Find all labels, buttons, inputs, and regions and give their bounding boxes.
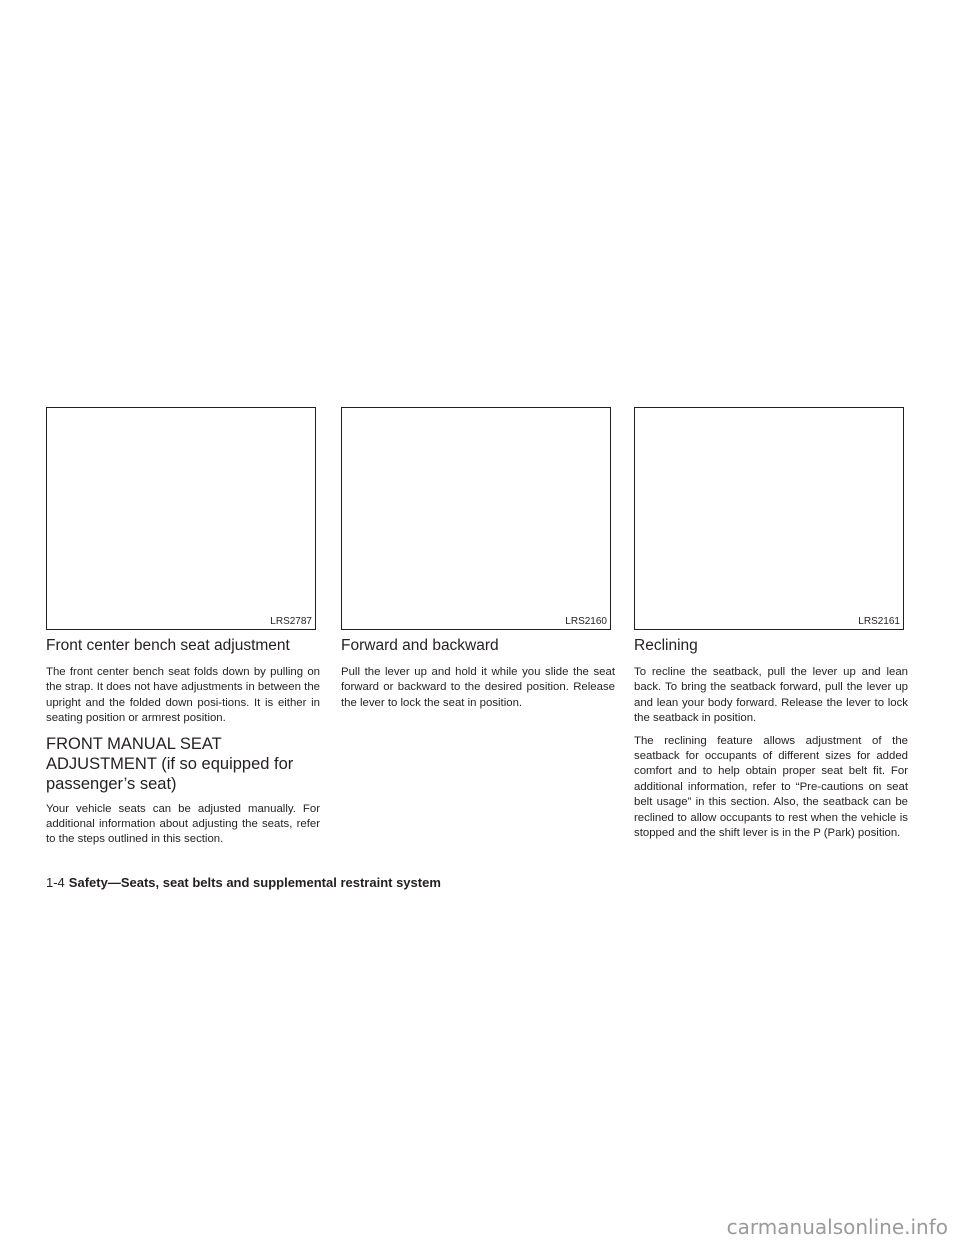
section-heading: Forward and backward — [341, 637, 499, 654]
column-right — [634, 636, 908, 848]
section-heading: Front center bench seat adjustment — [46, 637, 290, 654]
page-number: 1-4 — [46, 875, 65, 890]
figure-id: LRS2161 — [858, 616, 900, 627]
paragraph: Your vehicle seats can be adjusted manually. For additional information about adjusting the seats, refer to the steps outlined in this section. — [46, 802, 320, 846]
figure-seat-bench — [46, 407, 316, 630]
chapter-title: Safety—Seats, seat belts and supplemental restraint system — [68, 875, 441, 890]
paragraph: To recline the seatback, pull the lever up and lean back. To bring the seatback forward, pull the lever up and lean your body forward. Release the lever to lock the seatback in position. — [634, 666, 908, 725]
figure-id: LRS2160 — [565, 616, 607, 627]
paragraph: Pull the lever up and hold it while you slide the seat forward or backward to the desired position. Release the lever to lock the seat in position. — [341, 666, 615, 709]
paragraph: The front center bench seat folds down by pulling on the strap. It does not have adjustments in between the upright and the folded down posi-tions. It is either in seating position or armrest position. — [46, 666, 320, 725]
column-middle — [341, 636, 615, 718]
paragraph: The reclining feature allows adjustment of the seatback for occupants of different sizes for added comfort and to help obtain proper seat belt fit. For additional information, refer to “Pre-cautions on seat belt usage” in this section. Also, the seatback can be reclined to allow occupants to rest when the vehicle is stopped and the shift lever is in the P (Park) position. — [634, 734, 908, 840]
column-left — [46, 636, 320, 855]
page-footer — [46, 874, 441, 892]
watermark-link[interactable]: carmanualsonline.info — [726, 1215, 948, 1239]
figure-seat-forward-backward — [341, 407, 611, 630]
major-heading: FRONT MANUAL SEAT ADJUSTMENT (if so equipped for passenger’s seat) — [46, 734, 294, 793]
figure-id: LRS2787 — [270, 616, 312, 627]
section-heading: Reclining — [634, 637, 698, 654]
figure-seat-reclining — [634, 407, 904, 630]
